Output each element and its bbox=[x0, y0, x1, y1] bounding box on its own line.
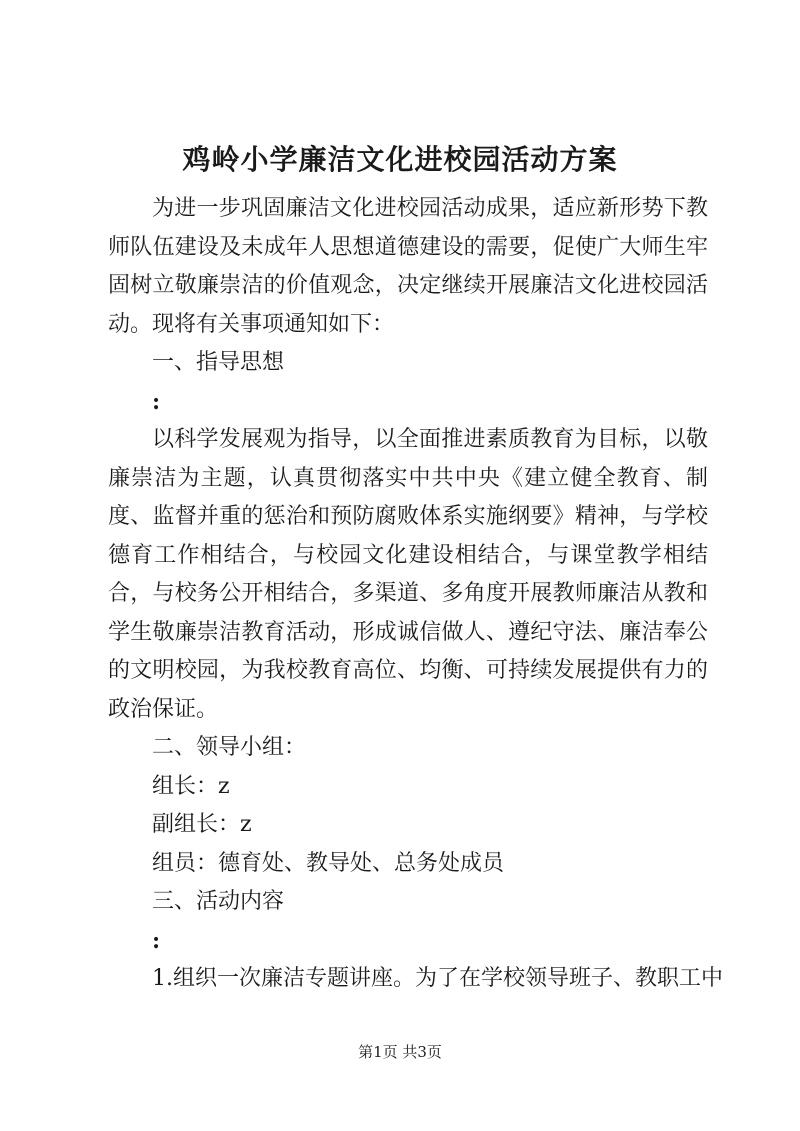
deputy-leader-line: 副组长：z bbox=[152, 812, 252, 837]
group-members-line: 组员：德育处、教导处、总务处成员 bbox=[152, 850, 505, 876]
section-colon-marker: : bbox=[152, 927, 161, 954]
section-heading-guiding-thought: 一、指导思想 bbox=[152, 350, 285, 375]
section-heading-activity-content: 三、活动内容 bbox=[152, 889, 285, 914]
activity-item-1: 1.组织一次廉洁专题讲座。为了在学校领导班子、教职工中 bbox=[152, 966, 723, 991]
group-leader-line: 组长：z bbox=[152, 773, 230, 799]
document-title: 鸡岭小学廉洁文化进校园活动方案 bbox=[182, 143, 618, 176]
section-heading-leadership-group: 二、领导小组： bbox=[152, 735, 307, 760]
guiding-thought-paragraph: 以科学发展观为指导，以全面推进素质教育为目标，以敬廉崇洁为主题，认真贯彻落实中共中央《建立健全教育、制度、监督并重的惩治和预防腐败体系实施纲要》精神，与学校德育工作相结合，与校园文化建设相结合，与课堂教学相结合，与校务公开相结合，多渠道、多角度开展教师廉洁从教和学生敬廉崇洁教育活动，形成诚信做人、遵纪守法、廉洁奉公的文明校园，为我校教育高位、均衡、可持续发展提供有力的政治保证。 bbox=[108, 427, 708, 722]
document-body bbox=[108, 190, 723, 999]
page-number-footer: 第1页 共3页 bbox=[358, 1043, 442, 1061]
intro-paragraph: 为进一步巩固廉洁文化进校园活动成果，适应新形势下教师队伍建设及未成年人思想道德建设的需要，促使广大师生牢固树立敬廉崇洁的价值观念，决定继续开展廉洁文化进校园活动。现将有关事项通知如下： bbox=[108, 196, 708, 337]
section-colon-marker: : bbox=[152, 388, 161, 415]
